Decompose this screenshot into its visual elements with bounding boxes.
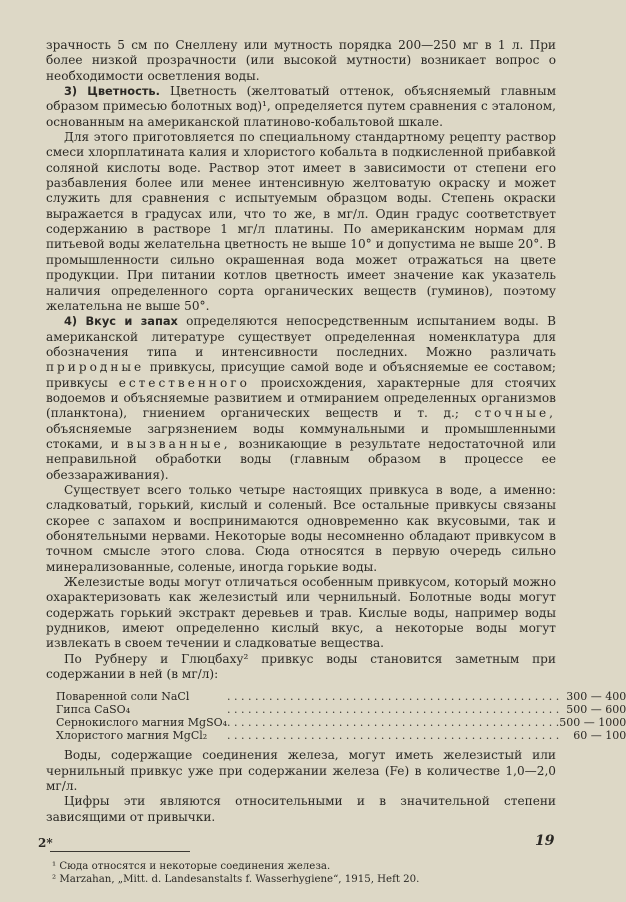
salt-name: Гипса CaSO₄	[56, 703, 131, 717]
table-row	[56, 690, 626, 703]
signature-mark: 2*	[38, 836, 53, 850]
salt-range: 500 — 1000	[559, 716, 626, 730]
taste-text-b: привкусы, присущие самой воде и объясняемые ее составом; привкусы	[46, 360, 556, 390]
section-heading-color: 3) Цветность.	[64, 84, 160, 99]
leader-dots: . . . . . . . . . . . . . . . . . . . . . . . . . . . . . . . . . . . . . . . . . . . . . . . .	[227, 716, 560, 730]
leader-dots: . . . . . . . . . . . . . . . . . . . . . . . . . . . . . . . . . . . . . . . . . . . . . . . .	[227, 690, 560, 704]
footnote-divider	[50, 851, 190, 852]
salt-range: 60 — 100	[573, 729, 626, 743]
paragraph-iron-threshold: Воды, содержащие соединения железа, могут иметь железистый или чернильный привкус уже при содержании железа (Fe) в количестве 1,0—2,0 мг/л.	[46, 748, 556, 794]
table-row	[56, 703, 626, 716]
paragraph-relative: Цифры эти являются относительными и в значительной степени зависящими от привычки.	[46, 794, 556, 824]
table-row	[56, 729, 626, 742]
salts-table	[56, 690, 626, 742]
term-natural: природные	[46, 360, 145, 375]
paragraph-rubner: По Рубнеру и Глюцбаху² привкус воды становится заметным при содержании в ней (в мг/л):	[46, 651, 556, 682]
page-text	[46, 38, 626, 886]
section-heading-taste-smell: 4) Вкус и запах	[64, 314, 178, 329]
paragraph-color	[46, 84, 556, 130]
term-induced: вызванные,	[126, 436, 231, 451]
salt-range: 500 — 600	[566, 703, 626, 717]
footnotes	[46, 860, 556, 886]
paragraph-iron-waters: Железистые воды могут отличаться особенным привкусом, который можно охарактеризовать как железистый или чернильный. Болотные воды могут содержать горький экстракт деревьев и трав. Кислые воды, например воды рудников, имеют определенно кислый вкус, а некоторые воды могут извлекать в своем течении и сладковатые вещества.	[46, 575, 556, 651]
footnote-1: ¹ Сюда относятся и некоторые соединения железа.	[52, 861, 331, 873]
taste-text-d: объясняемые загрязнением воды коммунальными и промышленными стоками, и	[46, 421, 556, 451]
taste-text-c: происхождения, характерные для стоячих водоемов и объясняемые развитием и отмиранием определенных организмов (планктона), гниением органических веществ и т. д.;	[46, 375, 556, 421]
salt-name: Поваренной соли NaCl	[56, 690, 190, 704]
paragraph-transparency-end: зрачность 5 см по Снеллену или мутность порядка 200—250 мг в 1 л. При более низкой прозрачности (или высокой мутности) возникает вопрос о необходимости осветления воды.	[46, 38, 556, 83]
paragraph-color-method: Для этого приготовляется по специальному стандартному рецепту раствор смеси хлорплатината калия и хлористого кобальта в подкисленной прибавкой соляной кислоты воде. Раствор этот имеет в зависимости от степени его разбавления более или менее интенсивную желтоватую окраску и может служить для сравнения с испытуемым образцом воды. Степень окраски выражается в градусах или, что то же, в мг/л. Один градус соответствует содержанию в растворе 1 мг/л платины. По американским нормам для питьевой воды желательна цветность не выше 10° и допустима не выше 20°. В промышленности сильно окрашенная вода может отражаться на цвете продукции. При питании котлов цветность имеет значение как указатель наличия определенного сорта органических веществ (гуминов), поэтому желательна не выше 50°.	[46, 130, 556, 313]
leader-dots: . . . . . . . . . . . . . . . . . . . . . . . . . . . . . . . . . . . . . . . . . . . . . . . .	[227, 703, 560, 717]
term-wastewater: сточные,	[474, 406, 556, 421]
paragraph-four-tastes: Существует всего только четыре настоящих привкуса в воде, а именно: сладковатый, горький, кислый и соленый. Все остальные привкусы связаны скорее с запахом и воспринимаются одновременно как вкусовыми, так и обонятельными нервами. Некоторые воды несомненно обладают привкусом в точном смысле этого слова. Сюда относятся в первую очередь сильно минерализованные, соленые, иногда горькие воды.	[46, 482, 556, 574]
footnote-2: ² Marzahan, „Mitt. d. Landesanstalts f. Wasserhygiene“, 1915, Heft 20.	[52, 874, 420, 886]
salt-name: Сернокислого магния MgSO₄	[56, 716, 228, 730]
term-natural-origin: естественного	[118, 375, 250, 390]
paragraph-color-body: Цветность (желтоватый оттенок, объясняемый главным образом примесью болотных вод)¹, определяется путем сравнения с эталоном, основанным на американской платиново-кобальтовой шкале.	[46, 84, 556, 129]
table-row	[56, 716, 626, 729]
taste-text-a: определяются непосредственным испытанием воды. В американской литературе существует определенная номенклатура для обозначения типа и интенсивности последних. Можно различать	[46, 314, 556, 359]
salt-name: Хлористого магния MgCl₂	[56, 729, 208, 743]
page-number: 19	[535, 833, 555, 849]
taste-text-e: возникающие в результате недостаточной или неправильной обработки воды (главным образом в процессе ее обеззараживания).	[46, 436, 556, 482]
leader-dots: . . . . . . . . . . . . . . . . . . . . . . . . . . . . . . . . . . . . . . . . . . . . . . . .	[227, 729, 560, 743]
salt-range: 300 — 400	[566, 690, 626, 704]
paragraph-taste-smell	[46, 314, 556, 483]
